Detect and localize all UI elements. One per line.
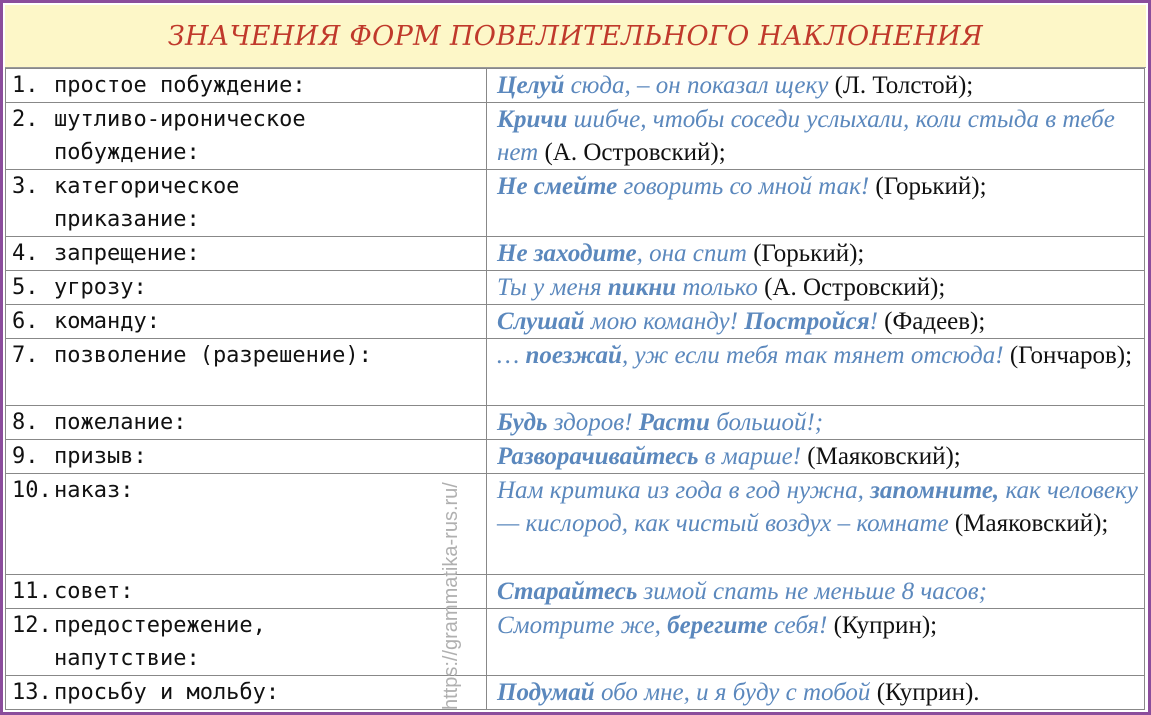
example-source: (Куприн). [876, 679, 980, 706]
row-number: 8. [12, 410, 39, 435]
example-text: Ты у меня [497, 274, 608, 301]
meaning-cell [6, 575, 487, 609]
example-text: Смотрите же, [497, 612, 668, 639]
meaning-text: побуждение: [54, 140, 200, 165]
row-number: 1. [12, 73, 39, 98]
meaning-cell [6, 69, 487, 103]
meaning-text: простое побуждение: [54, 73, 306, 98]
example-text: в марше! [698, 443, 808, 470]
example-source: (Куприн); [833, 612, 938, 639]
table-row [6, 305, 1145, 339]
imperative-verb: Старайтесь [497, 578, 638, 605]
table-row [6, 69, 1145, 103]
imperative-verb: Не заходите [497, 240, 637, 267]
example-text: говорить со мной так! [617, 173, 876, 200]
example-source: (Горький); [875, 173, 987, 200]
example-source: (Маяковский); [954, 510, 1109, 537]
meaning-cell [6, 103, 487, 170]
example-source: (А. Островский); [764, 274, 946, 301]
meaning-text: пожелание: [54, 410, 187, 435]
meaning-text: позволение (разрешение): [54, 343, 372, 368]
imperative-verb: Целуй [497, 72, 565, 99]
example-text: здоров! [547, 409, 639, 436]
watermark [440, 420, 470, 710]
row-number: 11. [12, 579, 52, 604]
example-text: обо мне, и я буду с тобой [594, 679, 877, 706]
table-title: ЗНАЧЕНИЯ ФОРМ ПОВЕЛИТЕЛЬНОГО НАКЛОНЕНИЯ [167, 20, 984, 52]
imperative-verb: Подумай [497, 679, 595, 706]
imperative-verb: берегите [667, 612, 768, 639]
meaning-cell [6, 440, 487, 474]
imperative-verb: запомните, [870, 477, 1000, 504]
table-row [6, 339, 1145, 406]
meaning-text: приказание: [54, 207, 200, 232]
imperative-verb: Постройся [744, 308, 870, 335]
table-row [6, 609, 1145, 676]
meaning-text: категорическое [54, 174, 240, 199]
example-text: сюда, – он показал щеку [564, 72, 835, 99]
example-text: , она спит [636, 240, 754, 267]
imperative-verb: Расти [638, 409, 710, 436]
example-text: шибче, чтобы соседи услыхали, коли стыда в тебе нет [497, 106, 1115, 166]
example-cell [487, 575, 1145, 609]
meaning-text: просьбу и мольбу: [54, 680, 280, 705]
meaning-cell [6, 406, 487, 440]
example-source: (Гончаров); [1009, 342, 1133, 369]
example-source: (Л. Толстой); [834, 72, 974, 99]
meaning-cell [6, 237, 487, 271]
imperative-verb: пикни [607, 274, 677, 301]
table-row [6, 575, 1145, 609]
example-cell [487, 305, 1145, 339]
row-number: 10. [12, 478, 52, 503]
table-row [6, 474, 1145, 575]
example-cell [487, 406, 1145, 440]
meaning-cell [6, 170, 487, 237]
row-number: 3. [12, 174, 39, 199]
row-number: 4. [12, 241, 39, 266]
example-cell [487, 237, 1145, 271]
row-number: 2. [12, 107, 39, 132]
example-source: (Фадеев); [884, 308, 986, 335]
meaning-text: команду: [54, 309, 160, 334]
example-text: Нам критика из года в год нужна, [497, 477, 871, 504]
row-number: 6. [12, 309, 39, 334]
example-cell [487, 676, 1145, 710]
example-cell [487, 440, 1145, 474]
table-row [6, 271, 1145, 305]
example-text: … [497, 342, 526, 369]
table-row [6, 406, 1145, 440]
table-row [6, 440, 1145, 474]
table-row [6, 676, 1145, 710]
example-cell [487, 103, 1145, 170]
example-cell [487, 474, 1145, 575]
imperative-meanings-table [5, 68, 1145, 710]
meaning-text: запрещение: [54, 241, 200, 266]
meaning-cell [6, 609, 487, 676]
meaning-text: шутливо-ироническое [54, 107, 306, 132]
example-text: , уж если тебя так тянет отсюда! [621, 342, 1010, 369]
imperative-verb: Кричи [497, 106, 568, 133]
row-number: 5. [12, 275, 39, 300]
meaning-cell [6, 676, 487, 710]
meaning-cell [6, 271, 487, 305]
example-text: ! [869, 308, 885, 335]
imperative-verb: Будь [497, 409, 548, 436]
meaning-cell [6, 474, 487, 575]
row-number: 13. [12, 680, 52, 705]
example-text: себя! [767, 612, 834, 639]
table-row [6, 237, 1145, 271]
table-title-bar [5, 5, 1146, 68]
example-text: мою команду! [584, 308, 745, 335]
example-source: (А. Островский); [544, 139, 726, 166]
row-number: 7. [12, 343, 39, 368]
example-text: большой!; [709, 409, 824, 436]
example-cell [487, 609, 1145, 676]
table-row [6, 170, 1145, 237]
meaning-text: наказ: [54, 478, 134, 503]
example-text: зимой спать не меньше 8 часов; [637, 578, 987, 605]
example-source: (Маяковский); [807, 443, 961, 470]
imperative-verb: Не смейте [497, 173, 618, 200]
example-cell [487, 170, 1145, 237]
imperative-verb: Разворачивайтесь [497, 443, 699, 470]
meaning-cell [6, 305, 487, 339]
table-row [6, 103, 1145, 170]
imperative-verb: поезжай [525, 342, 622, 369]
example-cell [487, 69, 1145, 103]
example-text: только [676, 274, 765, 301]
example-cell [487, 339, 1145, 406]
meaning-text: совет: [54, 579, 134, 604]
example-cell [487, 271, 1145, 305]
imperative-verb: Слушай [497, 308, 585, 335]
meaning-text: предостережение, [54, 613, 266, 638]
row-number: 9. [12, 444, 39, 469]
meaning-text: напутствие: [54, 646, 200, 671]
example-text: как человеку — кислород, как чистый воздух – комнате [497, 477, 1138, 537]
meaning-cell [6, 339, 487, 406]
row-number: 12. [12, 613, 52, 638]
watermark-text: https://grammatika-rus.ru/ [440, 482, 462, 710]
meaning-text: угрозу: [54, 275, 147, 300]
meaning-text: призыв: [54, 444, 147, 469]
example-source: (Горький); [753, 240, 865, 267]
